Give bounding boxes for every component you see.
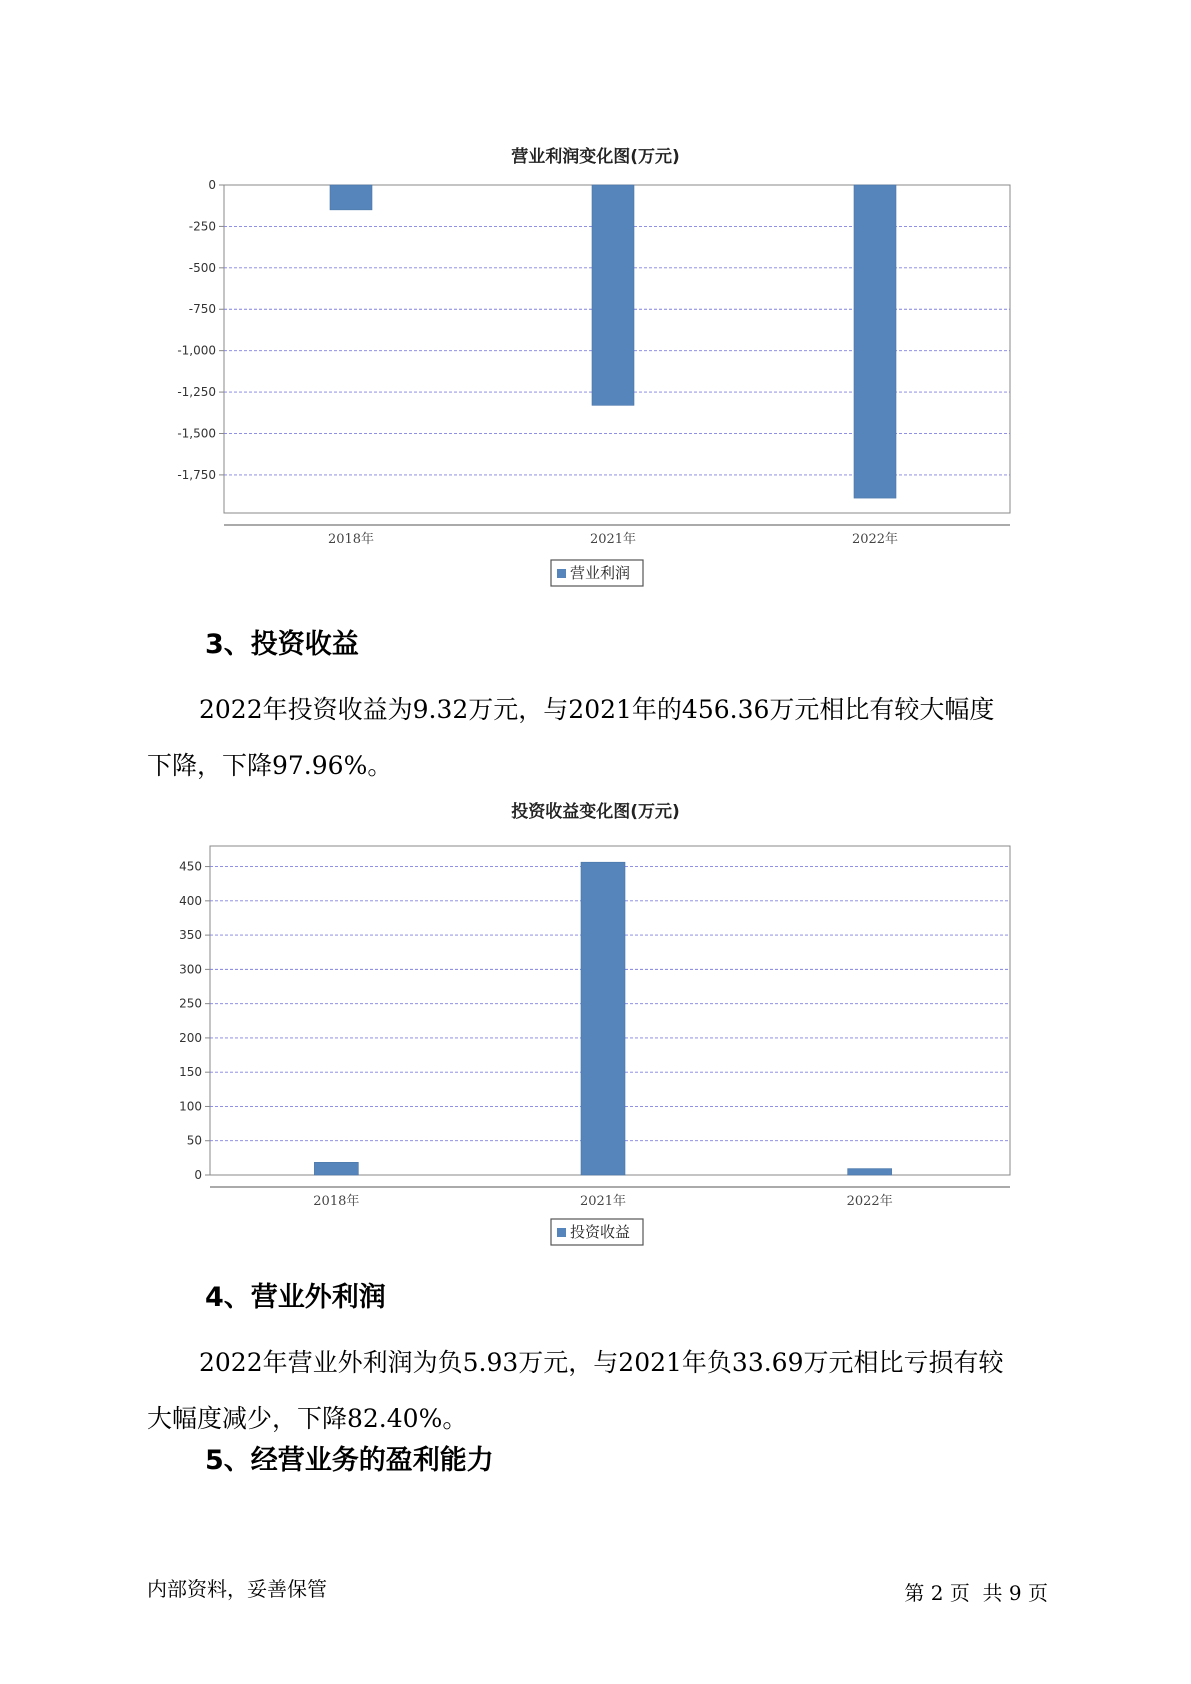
y-tick-label: 450 — [179, 859, 202, 874]
x-tick-label: 2022年 — [851, 532, 899, 547]
y-tick-label: -1,250 — [177, 385, 216, 400]
y-tick-label: 400 — [179, 893, 202, 908]
y-tick-label: 100 — [179, 1099, 202, 1114]
section-4-heading: 4、营业外利润 — [205, 1282, 386, 1313]
operating-profit-chart — [0, 170, 1191, 590]
bar-2021年 — [581, 862, 625, 1175]
section-4-line-1: 2022年营业外利润为负5.93万元，与2021年负33.69万元相比亏损有较 — [199, 1348, 1004, 1377]
y-tick-label: 150 — [179, 1065, 202, 1080]
y-tick-label: -1,750 — [177, 467, 216, 482]
footer-page-number: 第 2 页 共 9 页 — [904, 1581, 1048, 1605]
y-tick-label: 200 — [179, 1030, 202, 1045]
y-tick-label: 300 — [179, 962, 202, 977]
x-tick-label: 2018年 — [327, 532, 375, 547]
y-tick-label: 350 — [179, 928, 202, 943]
investment-income-chart — [0, 830, 1191, 1250]
bar-2022年 — [854, 185, 896, 498]
footer-confidential-note: 内部资料，妥善保管 — [147, 1577, 327, 1601]
bar-2021年 — [592, 185, 634, 405]
legend — [551, 1219, 643, 1245]
bar-2018年 — [314, 1162, 358, 1175]
y-tick-label: 0 — [194, 1168, 202, 1182]
x-tick-label: 2018年 — [313, 1194, 360, 1209]
x-tick-label: 2022年 — [846, 1194, 893, 1209]
x-tick-label: 2021年 — [589, 532, 637, 547]
section-3-line-1: 2022年投资收益为9.32万元，与2021年的456.36万元相比有较大幅度 — [199, 695, 995, 724]
section-3-heading: 3、投资收益 — [205, 629, 359, 660]
y-tick-label: -500 — [188, 260, 216, 275]
y-tick-label: 250 — [179, 996, 202, 1011]
y-tick-label: -1,000 — [177, 343, 216, 358]
y-tick-label: 50 — [186, 1133, 202, 1148]
section-3-line-2: 下降，下降97.96%。 — [147, 751, 393, 780]
section-4-paragraph — [147, 1335, 1077, 1447]
bar-2022年 — [848, 1169, 892, 1175]
legend — [551, 560, 643, 586]
y-tick-label: -250 — [188, 219, 216, 234]
legend-swatch — [557, 1228, 566, 1237]
section-3-paragraph — [147, 682, 1077, 794]
y-tick-label: -1,500 — [177, 426, 216, 441]
chart1-title: 营业利润变化图(万元) — [511, 147, 680, 167]
y-tick-label: -750 — [188, 302, 216, 317]
legend-swatch — [557, 569, 566, 578]
legend-label: 营业利润 — [570, 564, 631, 582]
section-4-line-2: 大幅度减少，下降82.40%。 — [147, 1404, 468, 1433]
chart2-title: 投资收益变化图(万元) — [511, 802, 680, 822]
y-tick-label: 0 — [208, 178, 216, 192]
x-tick-label: 2021年 — [579, 1194, 627, 1209]
section-5-heading: 5、经营业务的盈利能力 — [205, 1445, 494, 1476]
bar-2018年 — [330, 185, 372, 210]
legend-label: 投资收益 — [570, 1223, 631, 1241]
